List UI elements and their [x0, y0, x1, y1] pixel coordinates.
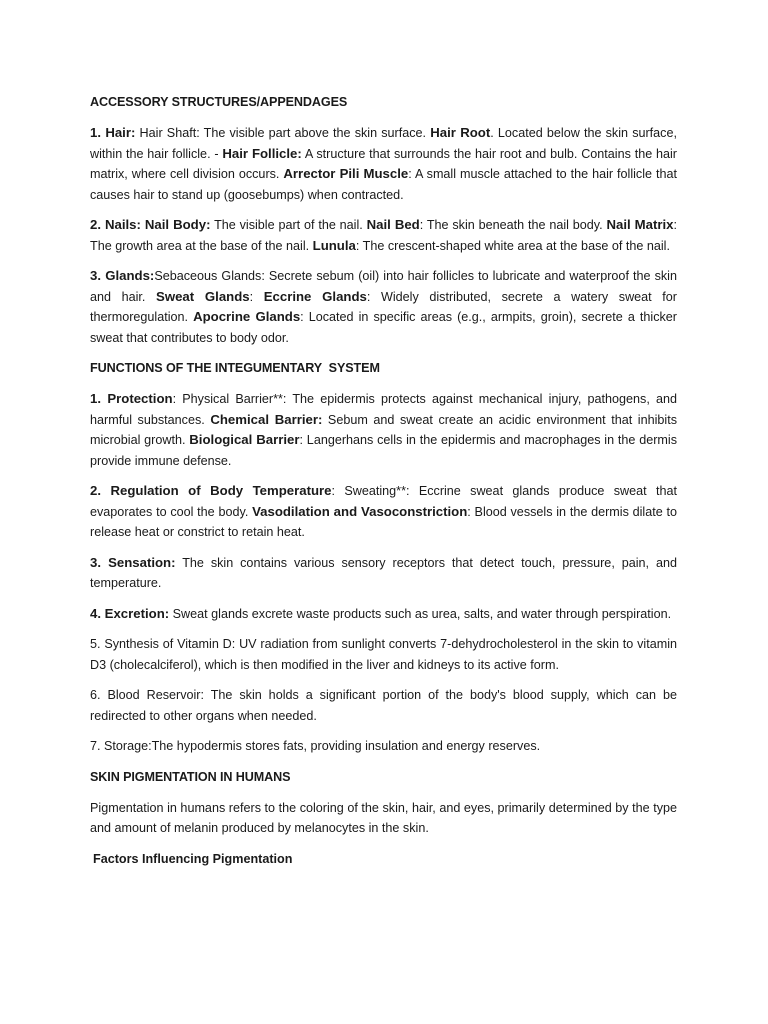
hair-root-term: Hair Root	[430, 125, 491, 140]
vasodilation-term: Vasodilation and Vasoconstriction	[252, 503, 468, 519]
arrector-pili-term: Arrector Pili Muscle	[283, 166, 409, 181]
paragraph-storage: 7. Storage:The hypodermis stores fats, providing insulation and energy reserves.	[90, 739, 541, 753]
apocrine-glands-term: Apocrine Glands	[193, 309, 301, 324]
paragraph-excretion: 4. Excretion: Sweat glands excrete waste products such as urea, salts, and water through perspiration.	[90, 605, 672, 621]
nail-matrix-term: Nail Matrix	[606, 217, 674, 232]
heading-functions: FUNCTIONS OF THE INTEGUMENTARY SYSTEM	[90, 361, 380, 375]
paragraph-protection: 1. Protection: Physical Barrier**: The epidermis protects against mechanical injury, pathogens, and harmful substances. Chemical Barrier: Sebum and sweat create an acidic environment that inhibits microbial growth. Biological Barrier: Langerhans cells in the epidermis and macrophages in the dermis provide immune defense.	[90, 391, 678, 468]
eccrine-glands-term: Eccrine Glands	[263, 288, 367, 304]
excretion-term: 4. Excretion:	[90, 605, 170, 621]
document-page	[90, 92, 677, 869]
paragraph-regulation: 2. Regulation of Body Temperature: Sweating**: Eccrine sweat glands produce sweat that evaporates to cool the body. Vasodilation and Vasoconstriction: Blood vessels in the dermis dilate to release heat or constrict to retain heat.	[90, 483, 677, 539]
biological-barrier-term: Biological Barrier	[189, 432, 300, 447]
nails-term: 2. Nails: Nail Body:	[90, 217, 211, 232]
protection-term: 1. Protection	[90, 391, 173, 406]
regulation-term: 2. Regulation of Body Temperature	[90, 483, 332, 498]
sweat-glands-term: Sweat Glands	[156, 288, 250, 304]
paragraph-vitamin-d: 5. Synthesis of Vitamin D: UV radiation from sunlight converts 7-dehydrocholesterol in the skin to vitamin D3 (cholecalciferol), which is then modified in the liver and kidneys to its active form.	[90, 637, 677, 672]
heading-factors-pigmentation: Factors Influencing Pigmentation	[93, 851, 293, 866]
paragraph-nails: 2. Nails: Nail Body: The visible part of the nail. Nail Bed: The skin beneath the nail body. Nail Matrix: The growth area at the base of the nail. Lunula: The crescent-shaped white area at the base of the nail.	[90, 217, 677, 253]
heading-skin-pigmentation: SKIN PIGMENTATION IN HUMANS	[90, 769, 291, 784]
sensation-term: 3. Sensation:	[90, 554, 176, 570]
nail-bed-term: Nail Bed	[366, 217, 420, 232]
heading-accessory-structures: ACCESSORY STRUCTURES/APPENDAGES	[90, 95, 348, 109]
paragraph-blood-reservoir: 6. Blood Reservoir: The skin holds a significant portion of the body's blood supply, which can be redirected to other organs when needed.	[90, 688, 677, 723]
glands-term: 3. Glands:	[90, 268, 155, 283]
paragraph-hair: 1. Hair: Hair Shaft: The visible part above the skin surface. Hair Root. Located below the skin surface, within the hair follicle. - Hair Follicle: A structure that surrounds the hair root and bulb. Contains the hair matrix, where cell division occurs. Arrector Pili Muscle: A small muscle attached to the hair follicle that causes hair to stand up (goosebumps) when contracted.	[90, 125, 677, 202]
hair-term: 1. Hair:	[90, 125, 136, 140]
chemical-barrier-term: Chemical Barrier:	[210, 411, 323, 427]
paragraph-glands: 3. Glands:Sebaceous Glands: Secrete sebum (oil) into hair follicles to lubricate and waterproof the skin and hair. Sweat Glands: Eccrine Glands: Widely distributed, secrete a watery sweat for thermoregulation. Apocrine Glands: Located in specific areas (e.g., armpits, groin), secrete a thicker sweat that contributes to body odor.	[90, 268, 677, 345]
paragraph-pigmentation: Pigmentation in humans refers to the coloring of the skin, hair, and eyes, primarily determined by the type and amount of melanin produced by melanocytes in the skin.	[90, 800, 677, 835]
paragraph-sensation: 3. Sensation: The skin contains various sensory receptors that detect touch, pressure, pain, and temperature.	[90, 554, 677, 590]
hair-follicle-term: Hair Follicle:	[222, 145, 302, 161]
lunula-term: Lunula	[312, 237, 356, 253]
